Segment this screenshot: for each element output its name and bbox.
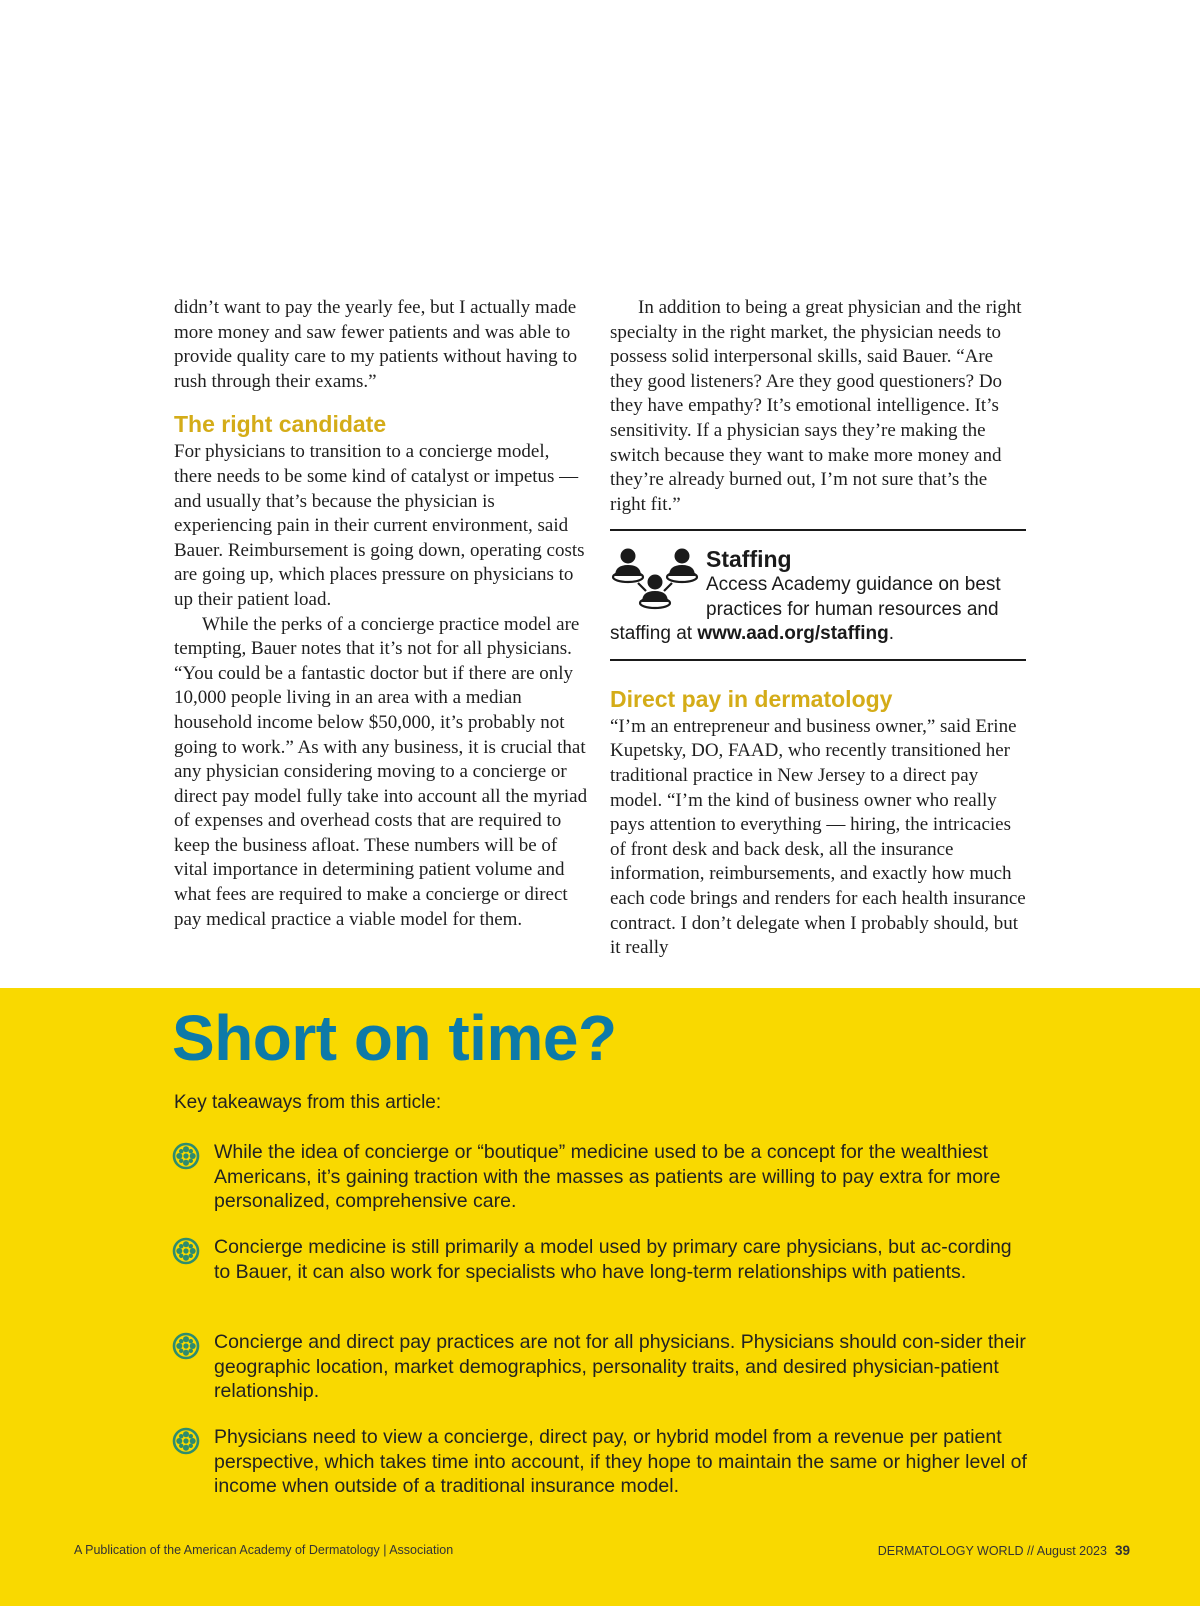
staffing-callout bbox=[610, 529, 1026, 661]
staffing-title: Staffing bbox=[706, 546, 792, 573]
footer-magazine bbox=[878, 1543, 1130, 1558]
takeaway-text: Concierge medicine is still primarily a model used by primary care physicians, but ac-cording to Bauer, it can also work for specialists who have long-term relationships with patients. bbox=[214, 1236, 1012, 1283]
takeaway-text: Physicians need to view a concierge, direct pay, or hybrid model from a revenue per patient perspective, which takes time into account, if they hope to maintain the same or higher level of income when outside of a traditional insurance model. bbox=[214, 1426, 1027, 1497]
paragraph-kupetsky: “I’m an entrepreneur and business owner,” said Erine Kupetsky, DO, FAAD, who recently transitioned her traditional practice in New Jersey to a direct pay model. “I’m the kind of business owner who really pays attention to everything — hiring, the intricacies of front desk and back desk, all the insurance information, reimbursements, and exactly how much each code brings and renders for each health insurance contract. I don’t delegate when I probably should, but it really bbox=[610, 715, 1026, 959]
heading-direct-pay: Direct pay in dermatology bbox=[610, 685, 893, 712]
article-left-column bbox=[174, 296, 590, 932]
paragraph-continued: didn’t want to pay the yearly fee, but I actually made more money and saw fewer patients and was able to provide quality care to my patients without having to rush through their exams.” bbox=[174, 297, 578, 392]
article-right-column bbox=[610, 296, 1026, 961]
footer-magazine-date: DERMATOLOGY WORLD // August 2023 bbox=[877, 1544, 1107, 1558]
paragraph-transition: For physicians to transition to a concierge model, there needs to be some kind of catalyst or impetus — and usually that’s because the physician is experiencing pain in their current environment, said Bauer. Reimbursement is going down, operating costs are going up, which places pressure on physicians to up their patient load. bbox=[174, 441, 585, 610]
footer-publication: A Publication of the American Academy of Dermatology | Association bbox=[74, 1543, 454, 1557]
staffing-text: Access Academy guidance on best practices for human resources and staffing at bbox=[610, 574, 1001, 645]
film-reel-bullet-icon bbox=[172, 1427, 200, 1455]
takeaway-text: Concierge and direct pay practices are not for all physicians. Physicians should con-sider their geographic location, market demographics, personality traits, and desired physician-patient relationship. bbox=[214, 1331, 1026, 1402]
film-reel-bullet-icon bbox=[172, 1142, 200, 1170]
takeaway-item bbox=[172, 1425, 1032, 1499]
heading-right-candidate: The right candidate bbox=[174, 411, 387, 438]
takeaway-item bbox=[172, 1140, 1032, 1214]
film-reel-bullet-icon bbox=[172, 1332, 200, 1360]
takeaway-item bbox=[172, 1330, 1032, 1404]
takeaways-intro: Key takeaways from this article: bbox=[174, 1092, 442, 1113]
takeaway-item bbox=[172, 1235, 1032, 1284]
page-number: 39 bbox=[1114, 1543, 1130, 1558]
staffing-text-end: . bbox=[888, 623, 895, 645]
short-on-time-title: Short on time? bbox=[172, 1002, 617, 1074]
film-reel-bullet-icon bbox=[172, 1237, 200, 1265]
paragraph-interpersonal: In addition to being a great physician and the right specialty in the right market, the physician needs to possess solid interpersonal skills, said Bauer. “Are they good listeners? Are they good questioners? Do they have empathy? It’s emotional intelligence. It’s sensitivity. If a physician says they’re making the switch because they want to make more money and they’re already burned out, I’m not sure that’s the right fit.” bbox=[610, 297, 1022, 515]
people-network-icon bbox=[610, 545, 704, 615]
short-on-time-panel bbox=[0, 988, 1200, 1606]
paragraph-perks: While the perks of a concierge practice model are tempting, Bauer notes that it’s not for all physicians. “You could be a fantastic doctor but if there are only 10,000 people living in an area with a median household income below $50,000, it’s probably not going to work.” As with any business, it is crucial that any physician considering moving to a concierge or direct pay model fully take into account all the myriad of expenses and overhead costs that are required to keep the business afloat. These numbers will be of vital importance in determining patient volume and what fees are required to make a concierge or direct pay medical practice a viable model for them. bbox=[174, 613, 588, 930]
takeaway-text: While the idea of concierge or “boutique” medicine used to be a concept for the wealthiest Americans, it’s gaining traction with the masses as patients are willing to pay extra for more personalized, comprehensive care. bbox=[214, 1141, 1001, 1212]
staffing-link[interactable]: www.aad.org/staffing bbox=[697, 623, 889, 645]
